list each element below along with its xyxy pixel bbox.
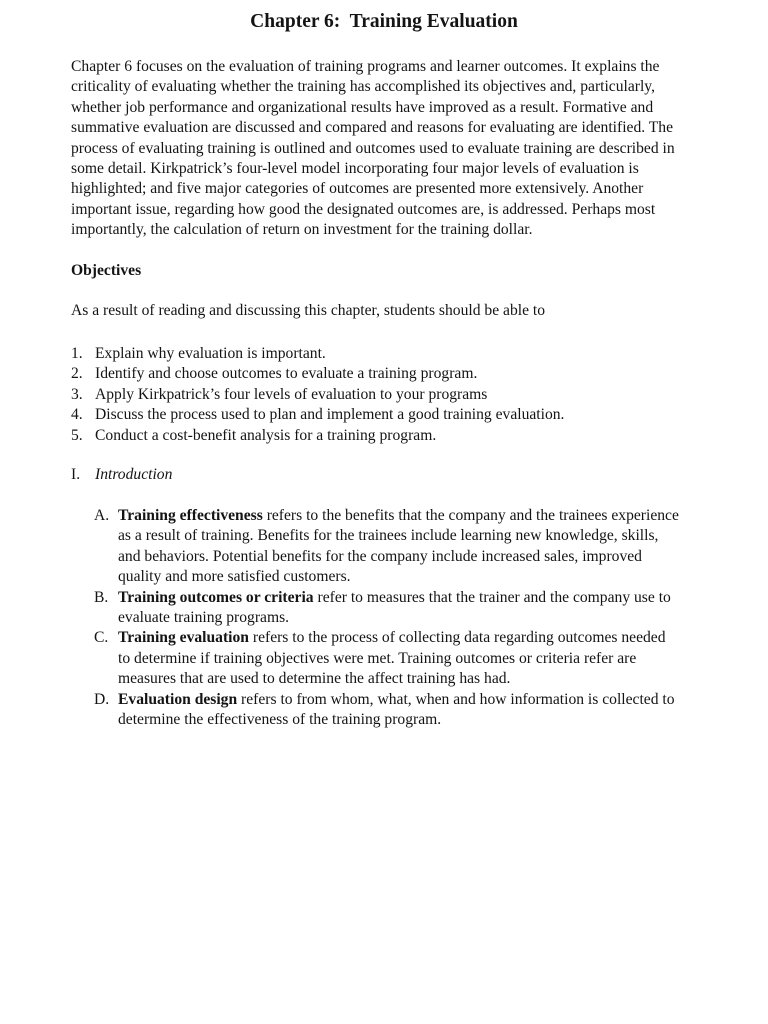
item-line: as a result of training. Benefits for the trainees include learning new knowledge, skills, [118, 527, 659, 545]
item-term: Training evaluation [118, 629, 249, 647]
definition-item [94, 628, 734, 689]
intro-line: summative evaluation are discussed and compared and reasons for evaluating are identified. The [71, 119, 674, 137]
item-letter: D. [94, 690, 110, 708]
item-letter: C. [94, 629, 109, 647]
intro-line: process of evaluating training is outlined and outcomes used to evaluate training are described in [71, 139, 675, 157]
item-definition: refer to measures that the trainer and the company use to [313, 588, 671, 606]
objective-number: 5. [71, 426, 83, 444]
objective-number: 2. [71, 365, 83, 383]
objective-item [71, 426, 564, 446]
item-line: evaluate training programs. [118, 609, 290, 627]
item-line: and behaviors. Potential benefits for the company include increased sales, improved [118, 547, 642, 565]
definition-item [94, 588, 734, 629]
item-letter: B. [94, 588, 109, 606]
intro-line: some detail. Kirkpatrick’s four-level model incorporating four major levels of evaluation is [71, 160, 639, 178]
objective-text: Conduct a cost-benefit analysis for a training program. [95, 426, 437, 444]
objective-text: Identify and choose outcomes to evaluate a training program. [95, 365, 478, 383]
item-line: quality and more satisfied customers. [118, 568, 351, 586]
item-term: Training outcomes or criteria [118, 588, 314, 606]
objective-item [71, 385, 564, 405]
objective-text: Apply Kirkpatrick’s four levels of evaluation to your programs [95, 385, 488, 403]
chapter-title: Chapter 6: Training Evaluation [250, 11, 518, 32]
objectives-lead: As a result of reading and discussing this chapter, students should be able to [71, 302, 546, 319]
intro-line: highlighted; and five major categories of outcomes are presented more extensively. Another [71, 180, 644, 198]
item-line: to determine if training objectives were met. Training outcomes or criteria refer are [118, 649, 637, 667]
item-first-line [118, 506, 734, 526]
item-first-line [118, 628, 734, 648]
objective-item [71, 364, 564, 384]
objective-item [71, 405, 564, 425]
intro-line: whether job performance and organizational results have improved as a result. Formative and [71, 98, 654, 116]
item-definition: refers to the benefits that the company and the trainees experience [262, 507, 679, 524]
objectives-list [71, 344, 564, 446]
item-definition: refers to the process of collecting data regarding outcomes needed [248, 629, 666, 647]
intro-line: important issue, regarding how good the designated outcomes are, is addressed. Perhaps most [71, 200, 656, 218]
section-title: Introduction [95, 466, 173, 483]
definition-item [94, 690, 734, 731]
item-first-line [118, 690, 734, 710]
item-first-line [118, 588, 734, 608]
item-definition: refers to from whom, what, when and how information is collected to [237, 690, 675, 708]
intro-line: importantly, the calculation of return on investment for the training dollar. [71, 221, 533, 239]
item-line: determine the effectiveness of the training program. [118, 711, 442, 729]
section-numeral: I. [71, 466, 81, 483]
objective-text: Discuss the process used to plan and implement a good training evaluation. [95, 406, 565, 424]
item-line: measures that are used to determine the affect training has had. [118, 670, 511, 688]
item-letter: A. [94, 507, 110, 524]
intro-paragraph [71, 57, 711, 241]
definition-item [94, 506, 734, 588]
objective-text: Explain why evaluation is important. [95, 345, 326, 362]
item-term: Training effectiveness [118, 507, 263, 524]
objective-number: 4. [71, 406, 83, 424]
objective-number: 3. [71, 385, 83, 403]
item-term: Evaluation design [118, 690, 238, 708]
intro-line: criticality of evaluating whether the training has accomplished its objectives and, particularly, [71, 78, 655, 96]
objective-number: 1. [71, 345, 83, 362]
intro-line: Chapter 6 focuses on the evaluation of training programs and learner outcomes. It explains the [71, 58, 660, 75]
section-heading-introduction [71, 465, 172, 485]
objectives-heading: Objectives [71, 262, 142, 279]
introduction-items [94, 506, 734, 730]
objective-item [71, 344, 564, 364]
